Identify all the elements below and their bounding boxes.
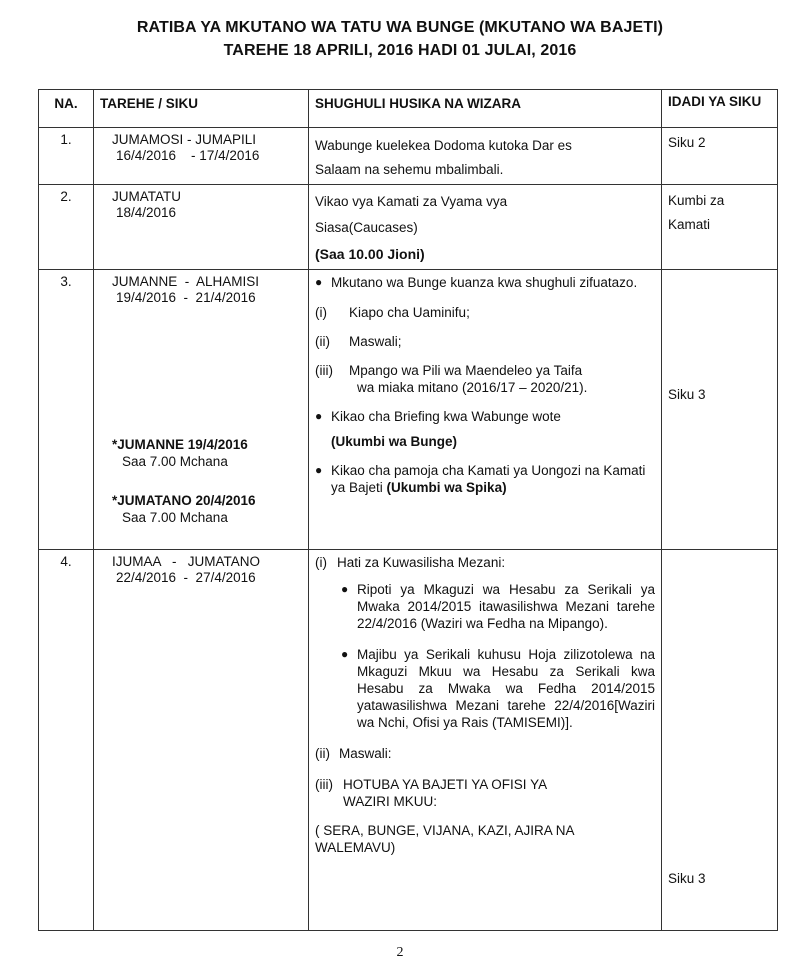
activity-text: Kiapo cha Uaminifu;: [349, 305, 470, 320]
activity-text: Salaam na sehemu mbalimbali.: [315, 162, 504, 177]
row-number: 4.: [60, 554, 72, 569]
activity-text: Kikao cha Briefing kwa Wabunge wote: [331, 409, 561, 424]
table-header-row: [39, 90, 778, 128]
page-number: 2: [396, 945, 404, 960]
days-count: Siku 2: [668, 135, 706, 150]
roman-numeral: (iii): [315, 777, 333, 792]
roman-numeral: (ii): [315, 746, 330, 761]
bullet-icon: ●: [315, 275, 323, 289]
roman-numeral: (ii): [315, 334, 330, 349]
activity-text: Hati za Kuwasilisha Mezani:: [337, 555, 506, 570]
bullet-icon: ●: [315, 463, 323, 477]
activity-text: Mkutano wa Bunge kuanza kwa shughuli zifuatazo.: [331, 275, 638, 290]
column-header-tarehe: TAREHE / SIKU: [94, 90, 309, 128]
row-dates: 19/4/2016 - 21/4/2016: [116, 290, 256, 305]
activity-text: Kikao cha pamoja cha Kamati ya Uongozi na Kamati ya Bajeti: [331, 463, 646, 495]
activity-time: (Saa 10.00 Jioni): [315, 246, 425, 262]
table-row: [39, 270, 778, 550]
row-number: 3.: [60, 274, 72, 289]
special-session-time: Saa 7.00 Mchana: [122, 454, 228, 469]
special-session-title: *JUMANNE 19/4/2016: [112, 437, 248, 452]
row-dates: 18/4/2016: [116, 205, 177, 220]
row-number: 2.: [60, 189, 72, 204]
activity-text: Siasa(Caucases): [315, 220, 418, 235]
activity-text: Wabunge kuelekea Dodoma kutoka Dar es: [315, 138, 572, 153]
activity-text: Majibu ya Serikali kuhusu Hoja zilizotolewa na Mkaguzi Mkuu wa Hesabu za Serikali kwa Hesabu za Mwaka wa Fedha 2014/2015 yatawasilishwa Mezani tarehe 22/4/2016[Waziri wa Nchi, Ofisi ya Rais (TAMISEMI)].: [357, 647, 655, 730]
activity-text: HOTUBA YA BAJETI YA OFISI YA: [343, 777, 548, 792]
activity-text: WAZIRI MKUU:: [343, 794, 437, 809]
activity-text: Vikao vya Kamati za Vyama vya: [315, 194, 508, 209]
column-header-idadi: IDADI YA SIKU: [662, 90, 778, 128]
roman-numeral: (i): [315, 305, 327, 320]
activity-location: (Ukumbi wa Bunge): [331, 434, 458, 449]
activity-text: Ripoti ya Mkaguzi wa Hesabu za Serikali ya Mwaka 2014/2015 itawasilishwa Mezani tarehe 22/4/2016 (Waziri wa Fedha na Mipango).: [357, 582, 655, 631]
roman-numeral: (iii): [315, 363, 333, 378]
table-row: [39, 550, 778, 931]
schedule-table: [38, 89, 778, 931]
special-session-time: Saa 7.00 Mchana: [122, 510, 228, 525]
column-header-na: NA.: [39, 90, 94, 128]
days-count: Siku 3: [668, 387, 706, 402]
bullet-icon: ●: [315, 409, 323, 423]
row-dates: 22/4/2016 - 27/4/2016: [116, 570, 256, 585]
special-session-title: *JUMATANO 20/4/2016: [112, 493, 256, 508]
activity-location: (Ukumbi wa Spika): [386, 480, 507, 495]
bullet-icon: ●: [341, 582, 349, 596]
table-row: [39, 128, 778, 185]
activity-text: Maswali:: [339, 746, 392, 761]
activity-text: wa miaka mitano (2016/17 – 2020/21).: [357, 380, 588, 395]
roman-numeral: (i): [315, 555, 327, 570]
row-days: JUMAMOSI - JUMAPILI: [112, 132, 257, 147]
row-days: JUMANNE - ALHAMISI: [112, 274, 260, 289]
days-count: Kamati: [668, 217, 711, 232]
row-days: JUMATATU: [112, 189, 181, 204]
row-number: 1.: [60, 132, 72, 147]
activity-text: Maswali;: [349, 334, 402, 349]
row-days: IJUMAA - JUMATANO: [112, 554, 261, 569]
days-count: Siku 3: [668, 871, 706, 886]
days-count: Kumbi za: [668, 193, 725, 208]
bullet-icon: ●: [341, 647, 349, 661]
activity-text: Mpango wa Pili wa Maendeleo ya Taifa: [349, 363, 583, 378]
column-header-shughuli: SHUGHULI HUSIKA NA WIZARA: [309, 90, 662, 128]
activity-text: ( SERA, BUNGE, VIJANA, KAZI, AJIRA NA: [315, 823, 575, 838]
document-title-line1: RATIBA YA MKUTANO WA TATU WA BUNGE (MKUTANO WA BAJETI): [136, 19, 664, 36]
activity-text: WALEMAVU): [315, 840, 396, 855]
table-row: [39, 185, 778, 270]
row-dates: 16/4/2016 - 17/4/2016: [116, 148, 260, 163]
document-title-line2: TAREHE 18 APRILI, 2016 HADI 01 JULAI, 2016: [223, 42, 577, 59]
